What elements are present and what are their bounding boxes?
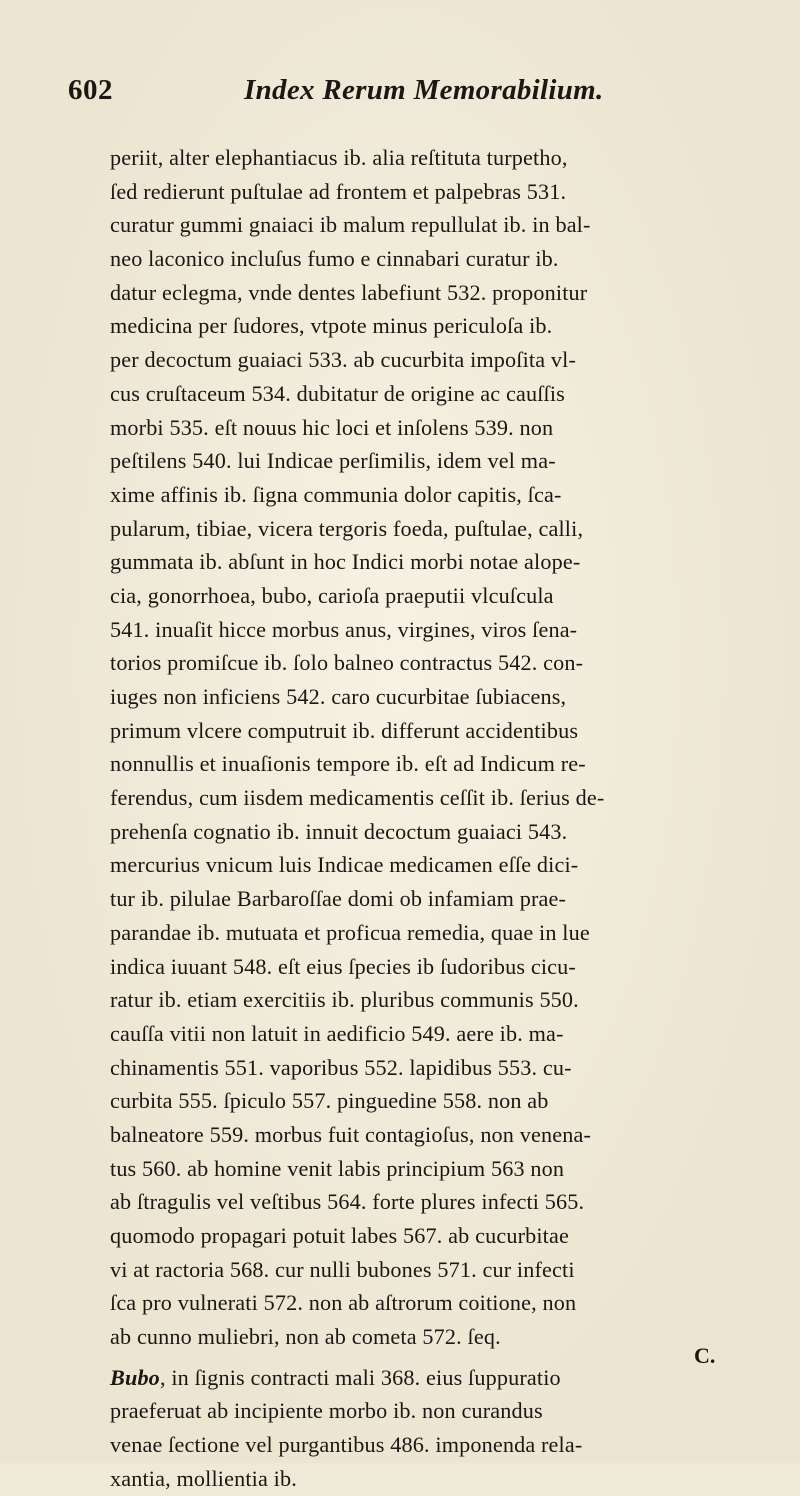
text-line: ratur ib. etiam exercitiis ib. pluribus communis 550. xyxy=(110,987,579,1013)
text-line: cauſſa vitii non latuit in aedificio 549. aere ib. ma- xyxy=(110,1020,564,1046)
text-line: curbita 555. ſpiculo 557. pinguedine 558. non ab xyxy=(110,1088,549,1114)
running-head: Index Rerum Memorabilium. xyxy=(244,74,604,106)
text-line: ferendus, cum iisdem medicamentis ceſſit ib. ſerius de- xyxy=(110,785,605,811)
text-line: prehenſa cognatio ib. innuit decoctum guaiaci 543. xyxy=(110,818,568,844)
text-line: torios promiſcue ib. ſolo balneo contractus 542. con- xyxy=(110,650,584,676)
text-line: praeferuat ab incipiente morbo ib. non curandus xyxy=(110,1398,543,1424)
text-line: indica iuuant 548. eſt eius ſpecies ib ſudoribus cicu- xyxy=(110,953,576,979)
text-line: pularum, tibiae, vicera tergoris foeda, puſtulae, calli, xyxy=(110,515,584,541)
text-line: tur ib. pilulae Barbaroſſae domi ob infamiam prae- xyxy=(110,886,567,912)
text-line: ab cunno muliebri, non ab cometa 572. ſeq. xyxy=(110,1324,501,1350)
text-line: vi at ractoria 568. cur nulli bubones 571. cur infecti xyxy=(110,1256,575,1282)
text-line: xime affinis ib. ſigna communia dolor capitis, ſca- xyxy=(110,481,562,507)
text-line: iuges non inficiens 542. caro cucurbitae ſubiacens, xyxy=(110,684,567,709)
entry-bubo-line xyxy=(110,1361,714,1395)
text-line: parandae ib. mutuata et proficua remedia, quae in lue xyxy=(110,919,590,945)
text-line: periit, alter elephantiacus ib. alia reſtituta turpetho, xyxy=(110,145,568,170)
index-body xyxy=(110,141,714,1496)
text-line: balneatore 559. morbus fuit contagioſus, non venena- xyxy=(110,1121,592,1147)
text-line: cus cruſtaceum 534. dubitatur de origine ac cauſſis xyxy=(110,380,565,406)
text-line: neo laconico incluſus fumo e cinnabari curatur ib. xyxy=(110,246,559,272)
text-line: datur eclegma, vnde dentes labefiunt 532. proponitur xyxy=(110,279,588,305)
page-number: 602 xyxy=(68,74,113,106)
text-line: gummata ib. abſunt in hoc Indici morbi notae alope- xyxy=(110,549,581,575)
text-line: xantia, mollientia ib. xyxy=(110,1465,297,1491)
text-line: ab ſtragulis vel veſtibus 564. forte plures infecti 565. xyxy=(110,1189,585,1215)
page-header xyxy=(68,74,728,118)
text-line: nonnullis et inuaſionis tempore ib. eſt ad Indicum re- xyxy=(110,751,586,777)
text-line: ſed redierunt puſtulae ad frontem et palpebras 531. xyxy=(110,178,567,204)
catchword: C. xyxy=(694,1343,716,1368)
text-line: peſtilens 540. lui Indicae perſimilis, idem vel ma- xyxy=(110,448,556,474)
text-line: ſca pro vulnerati 572. non ab aſtrorum coitione, non xyxy=(110,1290,577,1316)
text-line: tus 560. ab homine venit labis principium 563 non xyxy=(110,1155,565,1181)
text-line: mercurius vnicum luis Indicae medicamen eſſe dici- xyxy=(110,852,579,878)
text-line: morbi 535. eſt nouus hic loci et inſolens 539. non xyxy=(110,414,554,440)
text-line: 541. inuaſit hicce morbus anus, virgines, viros ſena- xyxy=(110,616,578,642)
entry-lemma: Bubo xyxy=(110,1364,160,1390)
text-line: cia, gonorrhoea, bubo, carioſa praeputii vlcuſcula xyxy=(110,582,554,608)
text-line: curatur gummi gnaiaci ib malum repullulat ib. in bal- xyxy=(110,212,591,238)
text-line: chinamentis 551. vaporibus 552. lapidibus 553. cu- xyxy=(110,1054,572,1080)
text-line: venae ſectione vel purgantibus 486. imponenda rela- xyxy=(110,1432,583,1458)
text-line: medicina per ſudores, vtpote minus periculoſa ib. xyxy=(110,313,553,339)
text-line: quomodo propagari potuit labes 567. ab cucurbitae xyxy=(110,1223,569,1248)
entry-text: , in ſignis contracti mali 368. eius ſuppuratio xyxy=(159,1364,561,1390)
text-line: primum vlcere computruit ib. differunt accidentibus xyxy=(110,717,579,743)
text-line: per decoctum guaiaci 533. ab cucurbita impoſita vl- xyxy=(110,347,577,373)
